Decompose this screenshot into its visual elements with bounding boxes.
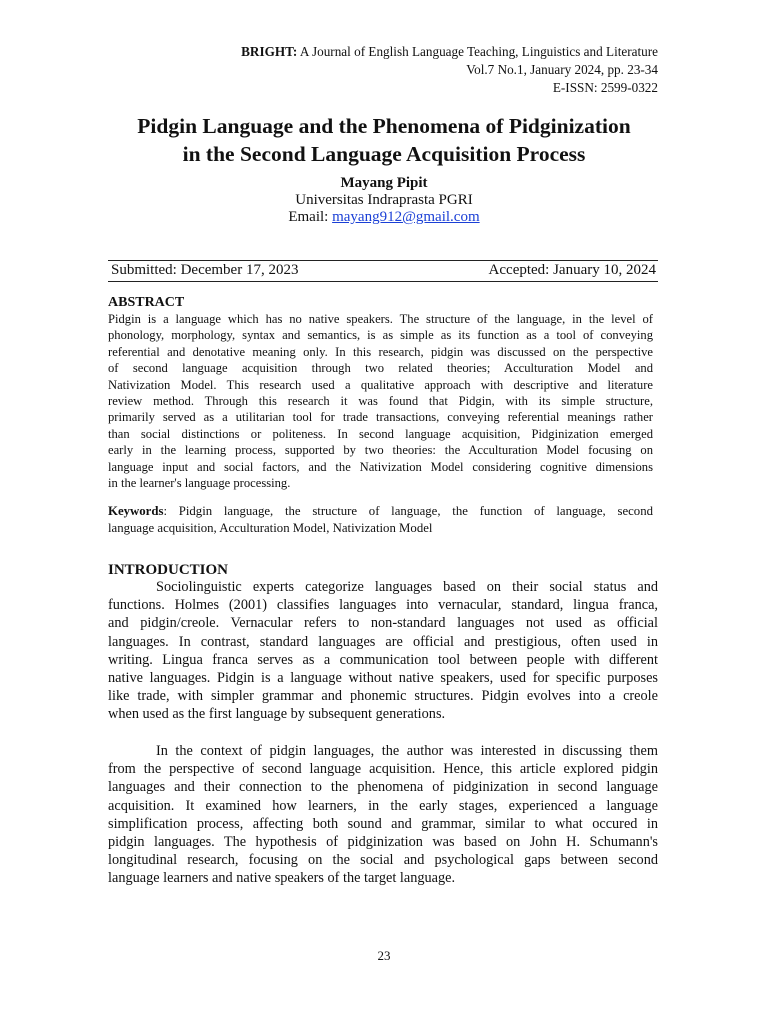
author-name: Mayang Pipit [340, 175, 428, 191]
abstract-line: phonology, morphology, syntax and semantics, is as simple as its function as a tool of conveying [108, 328, 653, 343]
journal-title [241, 43, 658, 61]
journal-volume: Vol.7 No.1, January 2024, pp. 23-34 [466, 62, 658, 77]
keywords-line-1 [108, 503, 653, 520]
abstract-line: in the learner's language processing. [108, 475, 291, 490]
abstract-body [108, 311, 653, 491]
abstract-line: of second language acquisition through two related theories; Acculturation Model and [108, 361, 653, 376]
paragraph-line: In the context of pidgin languages, the author was interested in discussing them [156, 743, 658, 759]
abstract-line: review method. Through this research it was found that Pidgin, with its simple structure, [108, 393, 653, 408]
author-block [0, 175, 768, 226]
abstract-line: Nativization Model. This research used a qualitative approach with descriptive and literature [108, 377, 653, 392]
abstract-line: Pidgin is a language which has no native speakers. The structure of the language, in the level of [108, 312, 653, 326]
journal-subtitle: A Journal of English Language Teaching, Linguistics and Literature [297, 44, 658, 59]
paragraph-line: longitudinal research, focusing on the social and psychological gaps between second [108, 852, 658, 869]
author-affiliation: Universitas Indraprasta PGRI [295, 192, 473, 208]
paragraph-line: pidgin languages. The hypothesis of pidginization was based on John H. Schumann's [108, 833, 658, 850]
author-email-line [0, 209, 768, 226]
email-link[interactable]: mayang912@gmail.com [332, 209, 480, 225]
journal-issn: E-ISSN: 2599-0322 [552, 80, 658, 95]
submission-dates [108, 260, 658, 282]
paragraph-line: and pidgin/creole. Vernacular refers to non-standard languages not used as official [108, 615, 658, 632]
accepted-date: Accepted: January 10, 2024 [488, 262, 656, 278]
email-label: Email: [288, 209, 333, 225]
paragraph-line: writing. Lingua franca serves as a communication tool between people with different [108, 651, 658, 668]
paragraph-line: functions. Holmes (2001) classifies languages into vernacular, standard, lingua franca, [108, 597, 658, 614]
paragraph-line: from the perspective of second language acquisition. Hence, this article explored pidgin [108, 761, 658, 778]
paragraph-line: like trade, with simpler grammar and phonemic structures. Pidgin evolves into a creole [108, 688, 658, 705]
paragraph-line: native languages. Pidgin is a language without native speakers, used for specific purposes [108, 669, 658, 686]
paragraph-line: language learners and native speakers of the target language. [108, 870, 456, 887]
introduction-heading: INTRODUCTION [108, 562, 229, 578]
title-line-1: Pidgin Language and the Phenomena of Pidginization [137, 114, 631, 138]
paragraph-line: when used as the first language by subsequent generations. [108, 706, 446, 723]
abstract-line: early in the learning process, supported by two theories: the Acculturation Model focusing on [108, 443, 653, 458]
paper-title [100, 112, 668, 168]
page-number: 23 [377, 948, 391, 963]
keywords-block [108, 503, 653, 537]
abstract-heading: ABSTRACT [108, 295, 185, 310]
title-line-2: in the Second Language Acquisition Process [182, 142, 586, 166]
submitted-date: Submitted: December 17, 2023 [111, 262, 299, 278]
paragraph-line: acquisition. It examined how learners, in the early stages, experienced a language [108, 797, 658, 814]
journal-name: BRIGHT: [241, 44, 298, 59]
paragraph-line: Sociolinguistic experts categorize languages based on their social status and [156, 579, 658, 595]
abstract-line: primarily served as a utilitarian tool for trade transactions, conveying referential meanings rather [108, 410, 653, 425]
paragraph-line: languages. In contrast, standard languages are official and prestigious, often used in [108, 633, 658, 650]
keywords-line-2: language acquisition, Acculturation Model, Nativization Model [108, 521, 433, 535]
abstract-line: language input and social factors, and the Nativization Model considering cognitive dimensions [108, 459, 653, 474]
abstract-line: referential and denotative meaning only. In this research, pidgin was discussed on the perspective [108, 344, 653, 359]
keywords-label: Keywords [108, 504, 164, 518]
intro-paragraph-2 [108, 742, 658, 888]
abstract-line: than social distinctions or politeness. In second language acquisition, Pidginization emerged [108, 426, 653, 441]
paragraph-line: simplification process, affecting both sound and grammar, similar to what occured in [108, 815, 658, 832]
keywords-text: : Pidgin language, the structure of language, the function of language, second [163, 504, 653, 518]
intro-paragraph-1 [108, 578, 658, 724]
paragraph-line: languages and their connection to the phenomena of pidginization in second language [108, 779, 658, 796]
